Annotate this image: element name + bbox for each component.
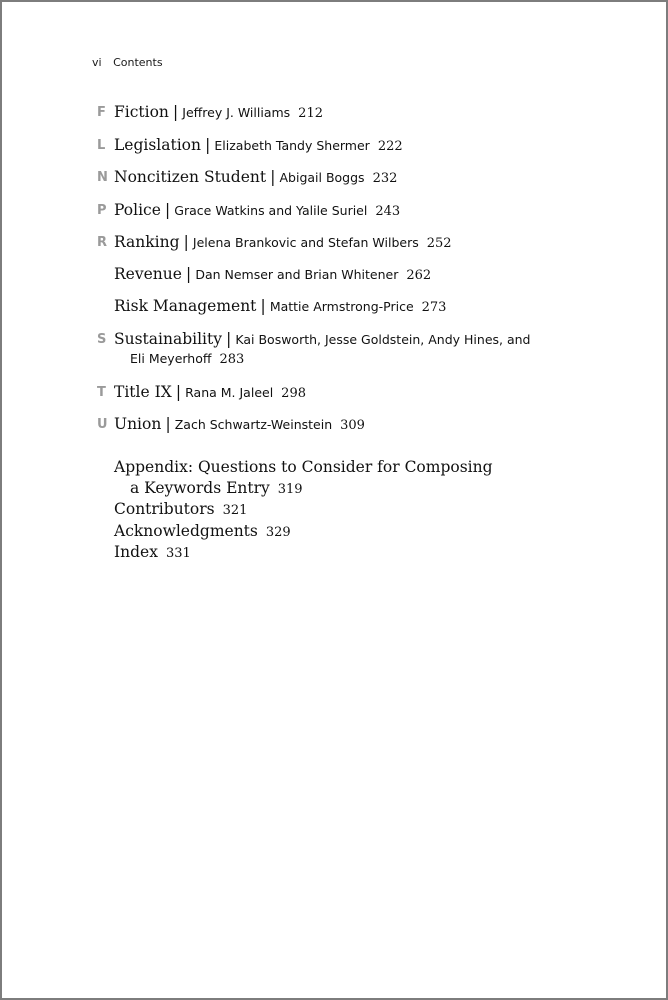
page-folio: vi bbox=[92, 56, 102, 69]
section-letter: S bbox=[97, 332, 107, 347]
section-letter: R bbox=[97, 235, 108, 250]
entry-term: Risk Management bbox=[114, 297, 257, 315]
entry-separator: | bbox=[226, 329, 232, 348]
entry-separator: | bbox=[205, 135, 211, 154]
entry-page-number: 212 bbox=[298, 106, 323, 121]
entry-term: Legislation bbox=[114, 136, 201, 154]
back-matter-page-number: 321 bbox=[222, 503, 248, 518]
back-matter-title: Contributors bbox=[114, 500, 215, 518]
back-matter-page-number: 331 bbox=[165, 546, 191, 561]
back-matter-title-continued: a Keywords Entry bbox=[130, 479, 270, 497]
entry-page-number: 252 bbox=[426, 236, 452, 251]
entry-authors-continued: Eli Meyerhoff bbox=[130, 351, 212, 366]
toc-back-index bbox=[114, 543, 191, 562]
entry-authors: Mattie Armstrong-Price bbox=[269, 299, 414, 314]
entry-authors: Grace Watkins and Yalile Suriel bbox=[174, 203, 368, 218]
entry-authors: Elizabeth Tandy Shermer bbox=[214, 138, 370, 153]
section-letter: T bbox=[97, 385, 106, 400]
section-letter: F bbox=[97, 105, 106, 120]
entry-authors: Jeffrey J. Williams bbox=[182, 105, 291, 120]
entry-page-number: 309 bbox=[340, 418, 365, 433]
entry-term: Revenue bbox=[114, 265, 182, 283]
back-matter-title: Acknowledgments bbox=[114, 522, 258, 540]
entry-separator: | bbox=[260, 296, 266, 315]
entry-term: Sustainability bbox=[114, 330, 222, 348]
entry-authors: Jelena Brankovic and Stefan Wilbers bbox=[192, 235, 419, 250]
entry-term: Police bbox=[114, 201, 161, 219]
back-matter-page-number: 319 bbox=[277, 482, 303, 497]
entry-separator: | bbox=[175, 382, 182, 401]
section-letter: N bbox=[97, 170, 108, 185]
entry-page-number: 232 bbox=[372, 171, 398, 186]
entry-separator: | bbox=[270, 167, 276, 186]
back-matter-page-number: 329 bbox=[265, 525, 291, 540]
entry-term: Union bbox=[114, 415, 162, 433]
entry-separator: | bbox=[172, 102, 179, 121]
back-matter-title: Appendix: Questions to Consider for Composing bbox=[114, 458, 493, 476]
entry-authors: Dan Nemser and Brian Whitener bbox=[195, 267, 399, 282]
toc-back-contributors bbox=[114, 500, 247, 519]
section-letter: L bbox=[97, 138, 106, 153]
entry-page-number: 243 bbox=[375, 204, 401, 219]
entry-term: Title IX bbox=[114, 383, 172, 401]
entry-separator: | bbox=[185, 264, 192, 283]
section-letter: U bbox=[97, 417, 108, 432]
toc-back-appendix bbox=[114, 458, 493, 497]
entry-separator: | bbox=[164, 200, 171, 219]
running-head bbox=[92, 56, 163, 69]
entry-authors: Kai Bosworth, Jesse Goldstein, Andy Hines, and bbox=[235, 332, 531, 347]
entry-page-number: 262 bbox=[406, 268, 432, 283]
entry-page-number: 273 bbox=[421, 300, 447, 315]
back-matter-title: Index bbox=[114, 543, 158, 561]
entry-separator: | bbox=[183, 232, 189, 251]
entry-authors: Abigail Boggs bbox=[279, 170, 365, 185]
running-head-title: Contents bbox=[113, 56, 163, 69]
entry-authors: Zach Schwartz-Weinstein bbox=[174, 417, 333, 432]
entry-page-number: 222 bbox=[377, 139, 403, 154]
entry-authors: Rana M. Jaleel bbox=[185, 385, 274, 400]
entry-term: Fiction bbox=[114, 103, 169, 121]
entry-page-number: 283 bbox=[219, 352, 245, 367]
toc-back-acknowledgments bbox=[114, 522, 291, 541]
book-page bbox=[2, 2, 666, 998]
entry-term: Noncitizen Student bbox=[114, 168, 267, 186]
entry-page-number: 298 bbox=[281, 386, 306, 401]
section-letter: P bbox=[97, 203, 107, 218]
entry-separator: | bbox=[165, 414, 171, 433]
entry-term: Ranking bbox=[114, 233, 180, 251]
